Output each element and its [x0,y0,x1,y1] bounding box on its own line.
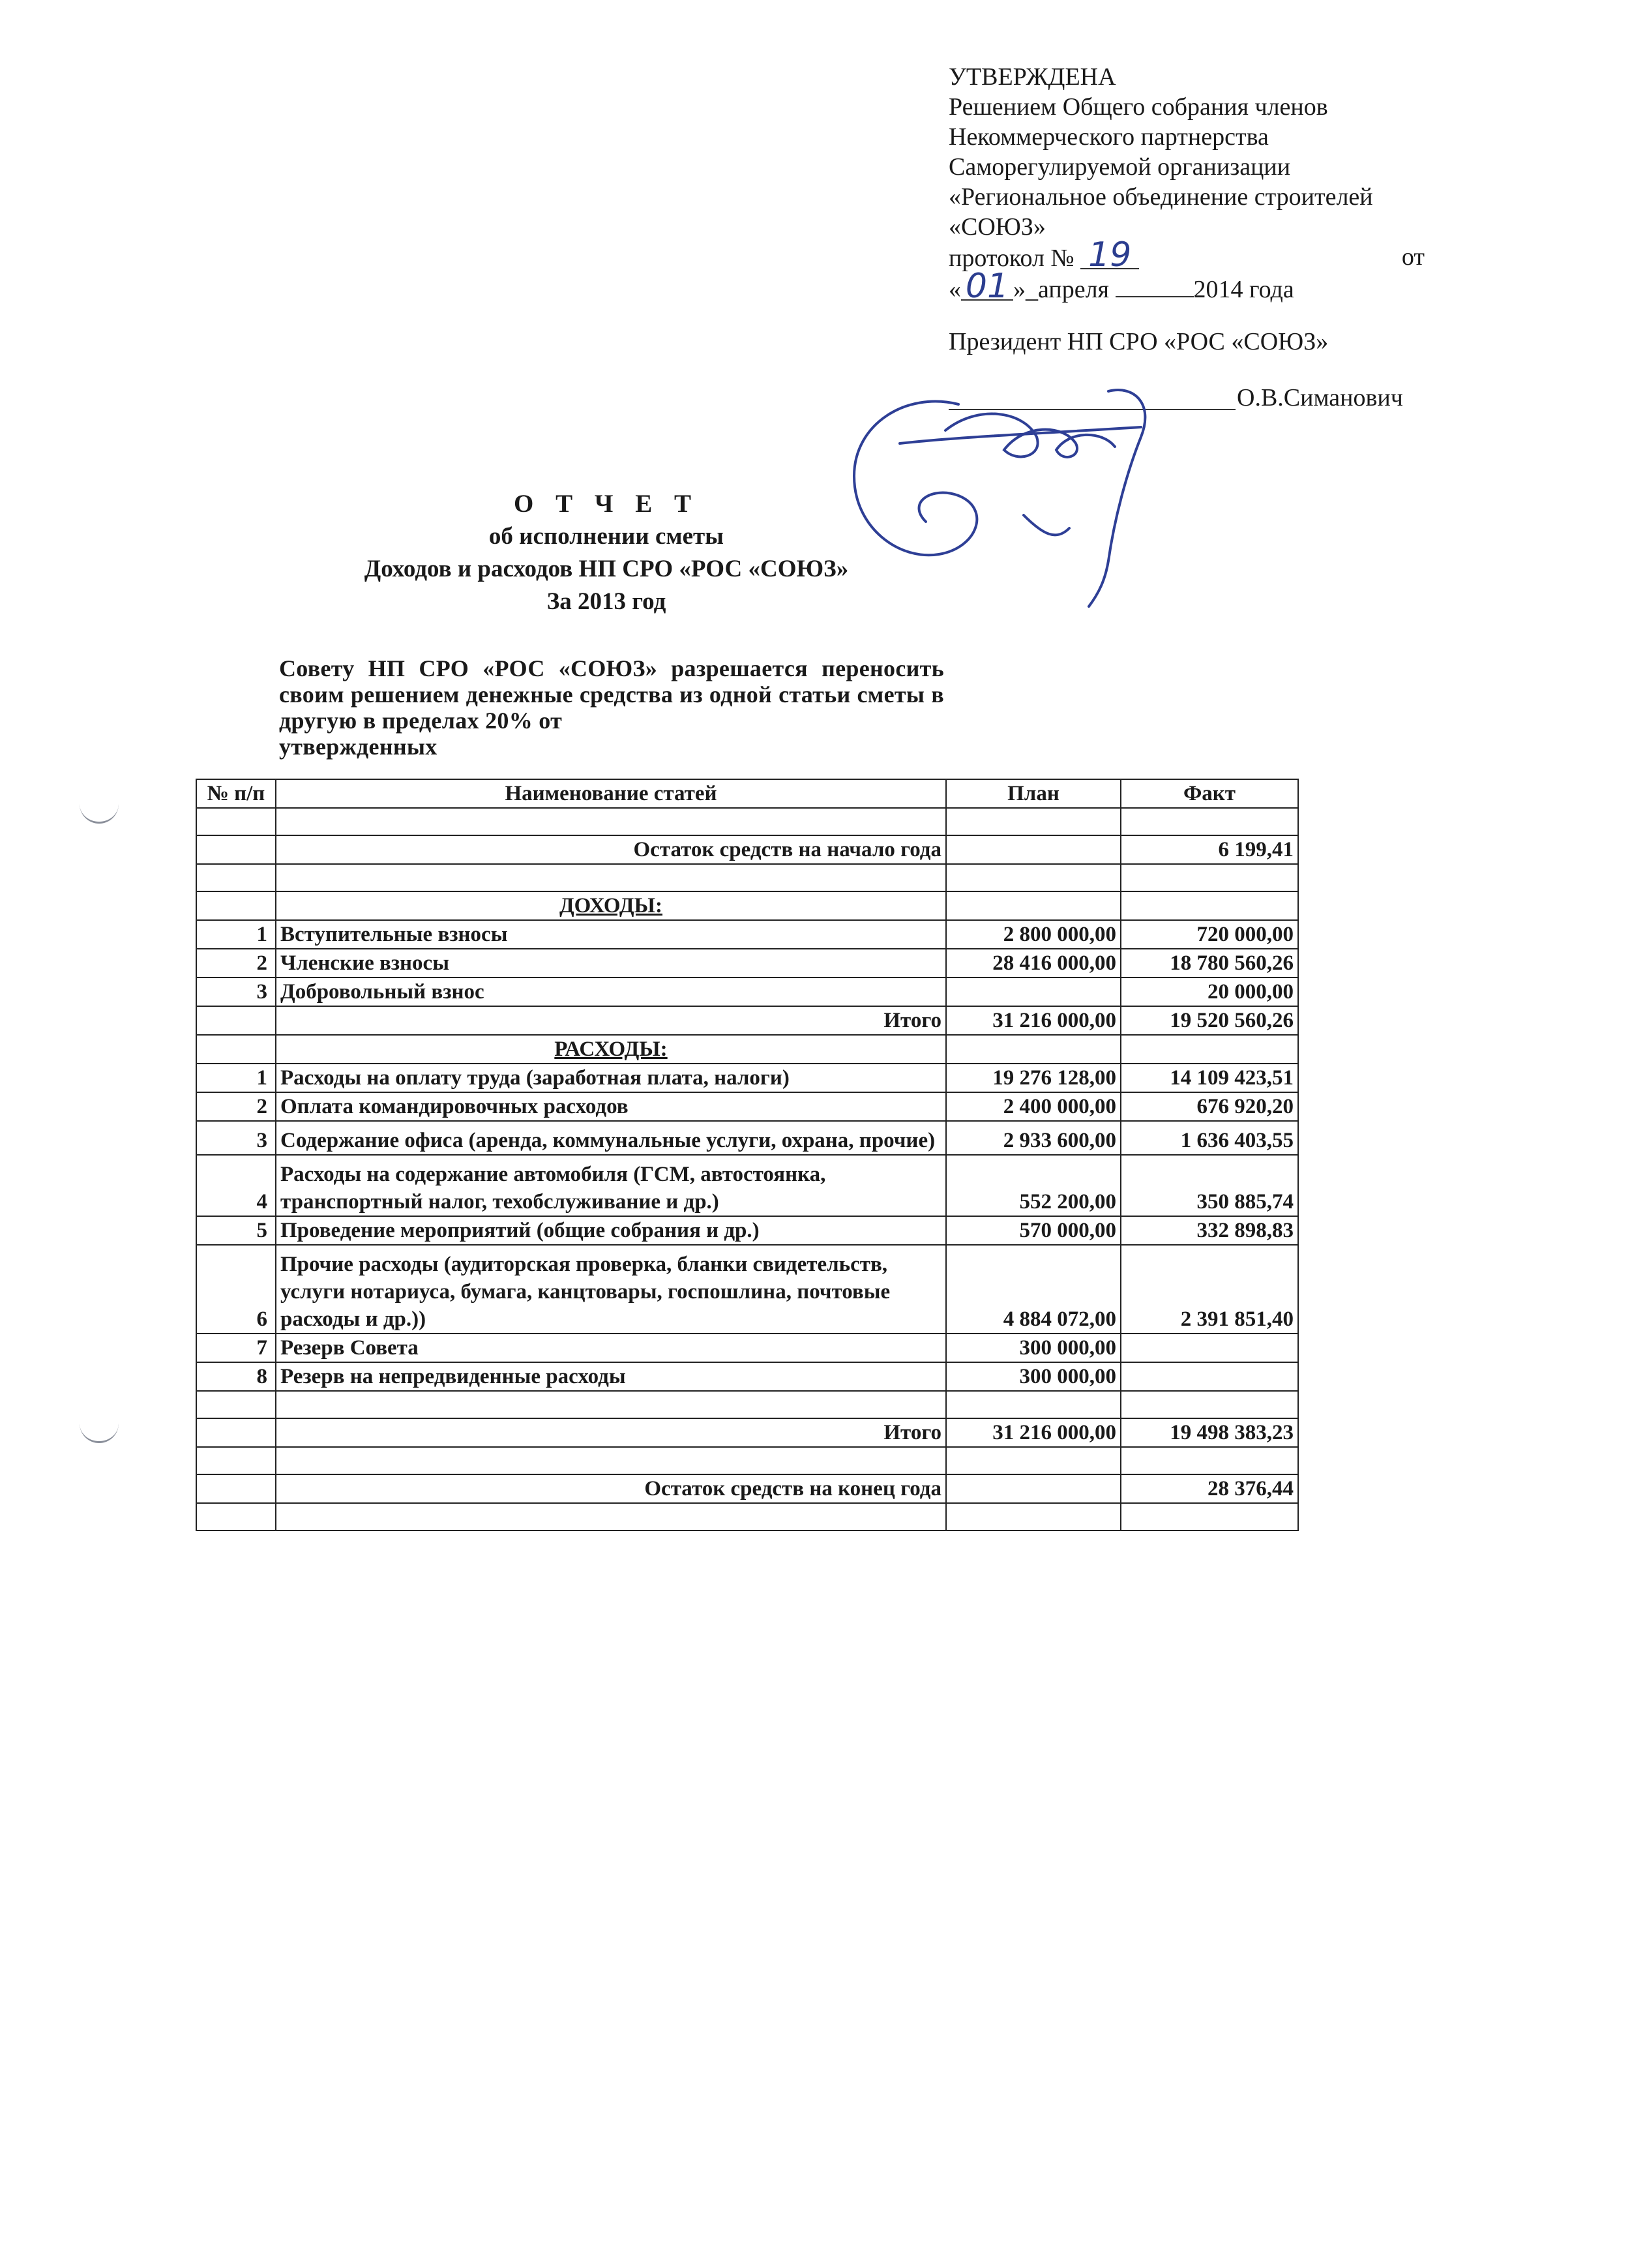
table-row [196,977,1298,1006]
row-number: 2 [196,949,276,977]
date-month: апреля [1038,276,1110,303]
row-fact: 350 885,74 [1121,1155,1298,1216]
row-plan: 19 276 128,00 [946,1064,1121,1092]
note-text: Совету НП СРО «РОС «СОЮЗ» разрешается переносить своим решением денежные средства из одной статьи сметы в другую в пределах 20% от [279,655,944,734]
row-name: Содержание офиса (аренда, коммунальные услуги, охрана, прочие) [276,1121,946,1155]
row-number: 8 [196,1362,276,1391]
row-name: Расходы на содержание автомобиля (ГСМ, автостоянка, транспортный налог, техобслуживание и др.) [276,1155,946,1216]
table-header-row [196,779,1298,808]
approval-line: «Региональное объединение строителей [949,183,1373,211]
table-row [196,920,1298,949]
approval-line: УТВЕРЖДЕНА [949,63,1116,91]
approval-line: Некоммерческого партнерства [949,123,1269,151]
income-total-row [196,1006,1298,1035]
row-number: 4 [196,1155,276,1216]
table-row-empty [196,808,1298,835]
row-number: 1 [196,1064,276,1092]
approval-block [949,62,1425,413]
income-section-row [196,891,1298,920]
row-name: Расходы на оплату труда (заработная плата, налоги) [276,1064,946,1092]
report-table [196,779,1299,1531]
date-blank [1116,296,1194,297]
row-plan: 300 000,00 [946,1362,1121,1391]
opening-balance-row [196,835,1298,864]
row-name: Прочие расходы (аудиторская проверка, бланки свидетельств, услуги нотариуса, бумага, канцтовары, госпошлина, почтовые расходы и др.)) [276,1245,946,1334]
date-day: 01 [961,273,1013,301]
header-number: № п/п [196,779,276,808]
table-row [196,1121,1298,1155]
protocol-line [949,235,1425,275]
protocol-from: от [1401,243,1425,271]
table-row [196,1092,1298,1121]
council-note [279,655,944,760]
expense-section-row [196,1035,1298,1064]
income-total-label: Итого [276,1006,946,1035]
approval-line: «СОЮЗ» [949,213,1046,241]
row-number: 2 [196,1092,276,1121]
row-number: 3 [196,977,276,1006]
row-plan: 2 400 000,00 [946,1092,1121,1121]
income-total-fact: 19 520 560,26 [1121,1006,1298,1035]
row-name: Добровольный взнос [276,977,946,1006]
expense-total-row [196,1418,1298,1447]
row-fact: 18 780 560,26 [1121,949,1298,977]
row-fact: 720 000,00 [1121,920,1298,949]
approval-line: Саморегулируемой организации [949,153,1291,181]
table-row [196,1334,1298,1362]
row-name: Вступительные взносы [276,920,946,949]
row-fact: 20 000,00 [1121,977,1298,1006]
header-fact: Факт [1121,779,1298,808]
row-name: Резерв Совета [276,1334,946,1362]
opening-fact: 6 199,41 [1121,835,1298,864]
punch-hole-mark [80,796,119,824]
closing-fact: 28 376,44 [1121,1474,1298,1503]
date-year: 2014 года [1193,276,1294,303]
president-title: Президент НП СРО «РОС «СОЮЗ» [949,328,1329,355]
title-line3: Доходов и расходов НП СРО «РОС «СОЮЗ» [364,556,849,582]
protocol-number: 19 [1080,242,1139,269]
row-plan: 2 800 000,00 [946,920,1121,949]
title-line4: За 2013 год [546,588,666,615]
expense-total-plan: 31 216 000,00 [946,1418,1121,1447]
row-fact: 1 636 403,55 [1121,1121,1298,1155]
table-row [196,949,1298,977]
report-title [293,488,919,618]
closing-label: Остаток средств на конец года [276,1474,946,1503]
punch-hole-mark [80,1415,119,1443]
note-last: утвержденных [279,734,437,760]
row-name: Проведение мероприятий (общие собрания и др.) [276,1216,946,1245]
row-number: 1 [196,920,276,949]
opening-label: Остаток средств на начало года [276,835,946,864]
row-plan: 570 000,00 [946,1216,1121,1245]
row-number: 6 [196,1245,276,1334]
expense-total-fact: 19 498 383,23 [1121,1418,1298,1447]
row-name: Членские взносы [276,949,946,977]
income-total-plan: 31 216 000,00 [946,1006,1121,1035]
header-name: Наименование статей [276,779,946,808]
date-line: « 01 »_апреля 2014 года [949,267,1294,306]
row-fact [1121,1334,1298,1362]
date-close: » [1013,276,1026,303]
row-fact: 2 391 851,40 [1121,1245,1298,1334]
header-plan: План [946,779,1121,808]
table-row [196,1216,1298,1245]
row-fact [1121,1362,1298,1391]
title-line2: об исполнении сметы [488,523,724,550]
row-number: 5 [196,1216,276,1245]
row-plan: 2 933 600,00 [946,1121,1121,1155]
table-row [196,1064,1298,1092]
row-name: Резерв на непредвиденные расходы [276,1362,946,1391]
row-plan: 28 416 000,00 [946,949,1121,977]
row-plan: 552 200,00 [946,1155,1121,1216]
table-row [196,1245,1298,1334]
row-plan: 300 000,00 [946,1334,1121,1362]
table-row-empty [196,1447,1298,1474]
table-row-empty [196,864,1298,891]
row-fact: 676 920,20 [1121,1092,1298,1121]
row-fact: 14 109 423,51 [1121,1064,1298,1092]
row-plan: 4 884 072,00 [946,1245,1121,1334]
row-name: Оплата командировочных расходов [276,1092,946,1121]
table-row [196,1362,1298,1391]
title-main: О Т Ч Е Т [514,490,699,518]
table-row-empty [196,1503,1298,1530]
row-plan [946,977,1121,1006]
protocol-label: протокол № [949,245,1074,272]
date-open: « [949,276,961,303]
table-row-empty [196,1391,1298,1418]
row-number: 7 [196,1334,276,1362]
row-fact: 332 898,83 [1121,1216,1298,1245]
row-number: 3 [196,1121,276,1155]
table-row [196,1155,1298,1216]
approval-line: Решением Общего собрания членов [949,93,1328,121]
expense-title: РАСХОДЫ: [276,1035,946,1064]
president-name: О.В.Симанович [1237,384,1403,411]
expense-total-label: Итого [276,1418,946,1447]
income-title: ДОХОДЫ: [276,891,946,920]
closing-balance-row [196,1474,1298,1503]
